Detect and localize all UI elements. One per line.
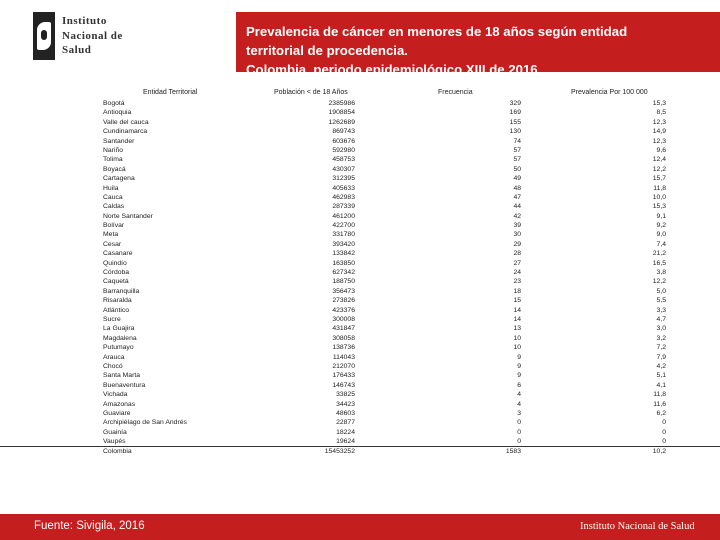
logo-line-3: Salud [62, 44, 92, 56]
table-row [0, 174, 720, 183]
table-row [0, 221, 720, 230]
cell-entidad: Quindío [103, 259, 127, 267]
cell-frecuencia: 10 [513, 344, 521, 352]
logo-line-1: Instituto [62, 15, 107, 27]
cell-entidad: Antioquia [103, 109, 132, 117]
cell-entidad: La Guajira [103, 325, 135, 333]
logo-text [62, 14, 142, 58]
table-row [0, 212, 720, 221]
cell-entidad: Atlántico [103, 306, 130, 314]
cell-frecuencia: 0 [517, 419, 521, 427]
cell-prevalencia: 5,0 [656, 287, 666, 295]
cell-entidad: Buenaventura [103, 381, 146, 389]
cell-poblacion: 2385986 [328, 100, 355, 107]
title-line-3: Colombia, periodo epidemiológico XIII de 2016 [246, 62, 538, 77]
cell-entidad: Cartagena [103, 175, 135, 183]
cell-entidad: Chocó [103, 362, 123, 370]
table-row [0, 437, 720, 446]
cell-frecuencia: 155 [509, 118, 521, 126]
cell-prevalencia: 21,2 [652, 250, 666, 258]
cell-frecuencia: 0 [517, 438, 521, 446]
table-row [0, 259, 720, 268]
cell-prevalencia: 8,5 [656, 109, 666, 117]
cell-prevalencia: 7,4 [656, 240, 666, 248]
cell-poblacion: 1262689 [328, 118, 355, 126]
cell-frecuencia: 3 [517, 409, 521, 417]
cell-frecuencia: 169 [509, 109, 521, 117]
header-prevalencia: Prevalencia Por 100 000 [571, 89, 648, 96]
cell-entidad: Santa Marta [103, 372, 141, 380]
cell-prevalencia: 12,3 [652, 137, 666, 145]
cell-prevalencia: 11,8 [653, 184, 666, 192]
cell-frecuencia: 13 [513, 325, 521, 333]
cell-frecuencia: 24 [513, 269, 521, 277]
cell-poblacion: 18224 [336, 428, 355, 436]
cell-entidad: Amazonas [103, 400, 136, 408]
cell-poblacion: 188750 [332, 278, 355, 286]
cell-entidad: Huila [103, 184, 119, 192]
cell-prevalencia: 10,0 [652, 193, 666, 201]
cell-prevalencia: 0 [662, 419, 666, 427]
table-row [0, 230, 720, 239]
cell-prevalencia: 12,2 [652, 278, 666, 286]
table-row [0, 315, 720, 324]
cell-frecuencia: 1583 [505, 448, 521, 456]
cell-entidad: Cauca [103, 193, 123, 201]
table-row [0, 165, 720, 174]
cell-prevalencia: 12,2 [652, 165, 666, 173]
cell-entidad: Arauca [103, 353, 125, 361]
cell-poblacion: 176433 [332, 372, 355, 380]
table-row [0, 184, 720, 193]
cell-frecuencia: 39 [513, 222, 521, 230]
cell-prevalencia: 4,7 [656, 315, 666, 323]
title-banner [236, 12, 720, 77]
cell-poblacion: 48603 [336, 409, 355, 417]
table-row [0, 324, 720, 333]
footer-institution: Instituto Nacional de Salud [580, 521, 695, 532]
cell-entidad: Risaralda [103, 297, 132, 305]
cell-prevalencia: 3,3 [656, 306, 666, 314]
table-row [0, 99, 720, 108]
cell-entidad: Bogotá [103, 100, 125, 107]
header-entidad: Entidad Territorial [143, 89, 198, 96]
cell-frecuencia: 9 [517, 372, 521, 380]
table-row [0, 155, 720, 164]
cell-frecuencia: 4 [517, 400, 521, 408]
cell-entidad: Casanare [103, 250, 133, 258]
table-row [0, 268, 720, 277]
cell-prevalencia: 5,1 [656, 372, 666, 380]
cell-entidad: Putumayo [103, 344, 134, 352]
cell-frecuencia: 50 [513, 165, 521, 173]
table-row [0, 202, 720, 211]
cell-entidad: Barranquilla [103, 287, 140, 295]
cell-prevalencia: 4,2 [656, 362, 666, 370]
cell-frecuencia: 14 [513, 315, 521, 323]
cell-frecuencia: 9 [517, 353, 521, 361]
cell-poblacion: 462983 [332, 193, 355, 201]
table-row [0, 127, 720, 136]
table-row [0, 428, 720, 437]
cell-frecuencia: 23 [513, 278, 521, 286]
cell-frecuencia: 130 [509, 128, 521, 136]
cell-frecuencia: 18 [513, 287, 521, 295]
cell-poblacion: 393420 [332, 240, 355, 248]
cell-poblacion: 34423 [336, 400, 355, 408]
cell-poblacion: 300008 [332, 315, 355, 323]
table-row [0, 362, 720, 371]
cell-poblacion: 33825 [336, 391, 355, 399]
cell-prevalencia: 16,5 [652, 259, 666, 267]
table-row [0, 381, 720, 390]
table-row [0, 137, 720, 146]
table-row [0, 400, 720, 409]
cell-poblacion: 331780 [332, 231, 355, 239]
cell-poblacion: 627342 [332, 269, 355, 277]
cell-entidad: Vichada [103, 391, 128, 399]
cell-entidad: Santander [103, 137, 135, 145]
table-row [0, 296, 720, 305]
cell-prevalencia: 7,9 [656, 353, 666, 361]
cell-entidad: Guainía [103, 428, 127, 436]
cell-prevalencia: 9,6 [656, 146, 666, 154]
table-row [0, 146, 720, 155]
cell-prevalencia: 9,2 [656, 222, 666, 230]
header-poblacion: Población < de 18 Años [274, 89, 348, 96]
cell-frecuencia: 329 [509, 100, 521, 107]
cell-prevalencia: 12,3 [652, 118, 666, 126]
table-row [0, 240, 720, 249]
cell-frecuencia: 4 [517, 391, 521, 399]
cell-prevalencia: 9,1 [656, 212, 666, 220]
cell-poblacion: 133842 [332, 250, 355, 258]
cell-poblacion: 869743 [332, 128, 355, 136]
cell-entidad: Norte Santander [103, 212, 153, 220]
cell-prevalencia: 0 [662, 428, 666, 436]
table-row [0, 118, 720, 127]
cell-prevalencia: 15,3 [652, 100, 666, 107]
cell-prevalencia: 9,0 [656, 231, 666, 239]
cell-prevalencia: 12,4 [652, 156, 666, 164]
cell-frecuencia: 0 [517, 428, 521, 436]
cell-poblacion: 603676 [332, 137, 355, 145]
cell-frecuencia: 10 [513, 334, 521, 342]
cell-poblacion: 430307 [332, 165, 355, 173]
cell-frecuencia: 74 [513, 137, 521, 145]
cell-prevalencia: 3,2 [656, 334, 666, 342]
cell-prevalencia: 3,0 [656, 325, 666, 333]
cell-prevalencia: 10,2 [652, 448, 666, 456]
cell-prevalencia: 15,7 [652, 175, 666, 183]
table-row [0, 277, 720, 286]
cell-poblacion: 19624 [336, 438, 355, 446]
cell-entidad: Colombia [103, 448, 132, 456]
cell-prevalencia: 14,9 [652, 128, 666, 136]
cell-prevalencia: 6,2 [656, 409, 666, 417]
table-row [0, 193, 720, 202]
cell-entidad: Nariño [103, 146, 124, 154]
cell-poblacion: 163850 [332, 259, 355, 267]
cell-entidad: Vaupés [103, 438, 126, 446]
cell-frecuencia: 42 [513, 212, 521, 220]
cell-poblacion: 287339 [332, 203, 355, 211]
cell-prevalencia: 11,8 [653, 391, 666, 399]
cell-prevalencia: 7,2 [656, 344, 666, 352]
cell-poblacion: 356473 [332, 287, 355, 295]
footer-bar [0, 514, 720, 540]
cell-prevalencia: 3,8 [656, 269, 666, 277]
table-total-row [0, 446, 720, 456]
table-row [0, 390, 720, 399]
cell-entidad: Cesar [103, 240, 122, 248]
cell-prevalencia: 11,6 [653, 400, 666, 408]
ins-logo-icon [33, 12, 55, 60]
cell-prevalencia: 0 [662, 438, 666, 446]
table-row [0, 287, 720, 296]
cell-entidad: Bolívar [103, 222, 125, 230]
table-row [0, 249, 720, 258]
cell-entidad: Caquetá [103, 278, 129, 286]
cell-poblacion: 146743 [332, 381, 355, 389]
cell-entidad: Magdalena [103, 334, 137, 342]
header-frecuencia: Frecuencia [438, 89, 473, 96]
cell-entidad: Boyacá [103, 165, 126, 173]
cell-frecuencia: 28 [513, 250, 521, 258]
cell-poblacion: 1908854 [328, 109, 355, 117]
cell-entidad: Sucre [103, 315, 121, 323]
cell-entidad: Valle del cauca [103, 118, 149, 126]
source-note: Fuente: Sivigila, 2016 [34, 520, 145, 532]
cell-frecuencia: 27 [513, 259, 521, 267]
cell-frecuencia: 57 [513, 146, 521, 154]
cell-poblacion: 592980 [332, 146, 355, 154]
cell-poblacion: 461200 [332, 212, 355, 220]
cell-poblacion: 212070 [332, 362, 355, 370]
cell-frecuencia: 44 [513, 203, 521, 211]
cell-entidad: Tolima [103, 156, 123, 164]
table-row [0, 334, 720, 343]
cell-entidad: Guaviare [103, 409, 131, 417]
cell-frecuencia: 9 [517, 362, 521, 370]
cell-frecuencia: 49 [513, 175, 521, 183]
cell-poblacion: 422700 [332, 222, 355, 230]
cell-frecuencia: 47 [513, 193, 521, 201]
cell-prevalencia: 4,1 [656, 381, 666, 389]
cell-poblacion: 308058 [332, 334, 355, 342]
table-row [0, 353, 720, 362]
cell-frecuencia: 57 [513, 156, 521, 164]
cell-frecuencia: 30 [513, 231, 521, 239]
cell-entidad: Córdoba [103, 269, 130, 277]
cell-frecuencia: 6 [517, 381, 521, 389]
cell-frecuencia: 15 [513, 297, 521, 305]
cell-poblacion: 22877 [336, 419, 355, 427]
title-line-1: Prevalencia de cáncer en menores de 18 años según entidad [246, 24, 628, 39]
cell-poblacion: 114043 [332, 353, 355, 361]
cell-entidad: Meta [103, 231, 119, 239]
cell-poblacion: 15453252 [324, 448, 355, 456]
cell-poblacion: 273826 [332, 297, 355, 305]
cell-entidad: Cundinamarca [103, 128, 148, 136]
table-row [0, 371, 720, 380]
title-line-2: territorial de procedencia. [246, 43, 408, 58]
table-row [0, 306, 720, 315]
cell-poblacion: 423376 [332, 306, 355, 314]
cell-poblacion: 458753 [332, 156, 355, 164]
cell-entidad: Archipiélago de San Andrés [103, 419, 187, 427]
cell-poblacion: 312395 [332, 175, 355, 183]
table-row [0, 418, 720, 427]
cell-poblacion: 431847 [332, 325, 355, 333]
cell-poblacion: 405633 [332, 184, 355, 192]
logo-line-2: Nacional de [62, 29, 123, 42]
cell-frecuencia: 14 [513, 306, 521, 314]
cell-frecuencia: 29 [513, 240, 521, 248]
table-row [0, 108, 720, 117]
table-row [0, 343, 720, 352]
cell-entidad: Caldas [103, 203, 125, 211]
data-table [0, 99, 720, 457]
table-row [0, 409, 720, 418]
cell-prevalencia: 15,3 [652, 203, 666, 211]
cell-poblacion: 138736 [332, 344, 355, 352]
cell-prevalencia: 5,5 [656, 297, 666, 305]
cell-frecuencia: 48 [513, 184, 521, 192]
